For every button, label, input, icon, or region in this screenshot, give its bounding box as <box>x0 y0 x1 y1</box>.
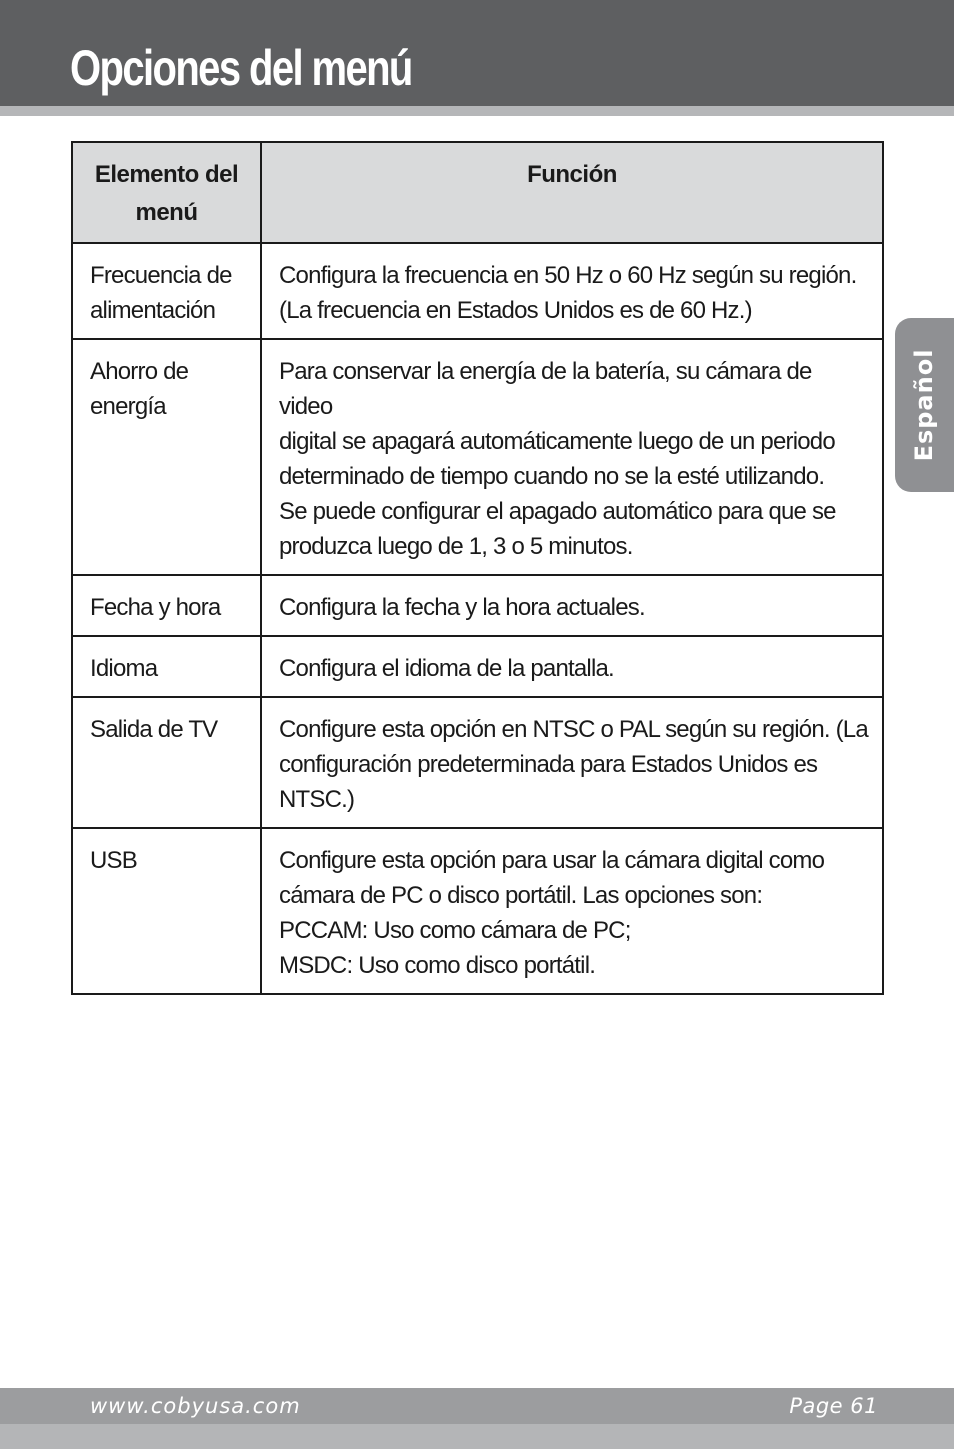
menu-item-cell: Frecuencia de alimentación <box>72 243 261 339</box>
table-header-row <box>72 142 883 243</box>
header-bar <box>0 0 954 106</box>
function-cell: Configure esta opción para usar la cámara digital como cámara de PC o disco portátil. Las opciones son: PCCAM: Uso como cámara de PC; MSDC: Uso como disco portátil. <box>261 828 883 994</box>
menu-item-cell: Salida de TV <box>72 697 261 828</box>
table-row <box>72 339 883 575</box>
function-cell: Configura el idioma de la pantalla. <box>261 636 883 697</box>
page-title: Opciones del menú <box>70 40 412 96</box>
table-row <box>72 828 883 994</box>
function-cell: Configura la fecha y la hora actuales. <box>261 575 883 636</box>
function-cell: Para conservar la energía de la batería, su cámara de video digital se apagará automáticamente luego de un periodo determinado de tiempo cuando no se la esté utilizando. Se puede configurar el apagado automático para que se produzca luego de 1, 3 o 5 minutos. <box>261 339 883 575</box>
menu-item-cell: USB <box>72 828 261 994</box>
table-row <box>72 636 883 697</box>
table-row <box>72 697 883 828</box>
footer-bottom-band <box>0 1424 954 1449</box>
menu-item-cell: Fecha y hora <box>72 575 261 636</box>
function-cell: Configure esta opción en NTSC o PAL según su región. (La configuración predeterminada para Estados Unidos es NTSC.) <box>261 697 883 828</box>
footer-page-number: Page 61 <box>789 1394 878 1418</box>
table-row <box>72 243 883 339</box>
language-tab <box>895 318 954 492</box>
column-header-item: Elemento del menú <box>72 142 261 243</box>
footer-website-url: www.cobyusa.com <box>90 1394 301 1418</box>
menu-options-table <box>71 141 884 995</box>
menu-item-cell: Idioma <box>72 636 261 697</box>
language-tab-label: Español <box>910 348 938 462</box>
function-cell: Configura la frecuencia en 50 Hz o 60 Hz según su región. (La frecuencia en Estados Unidos es de 60 Hz.) <box>261 243 883 339</box>
header-stripe <box>0 106 954 116</box>
column-header-function: Función <box>261 142 883 243</box>
table-row <box>72 575 883 636</box>
menu-item-cell: Ahorro de energía <box>72 339 261 575</box>
